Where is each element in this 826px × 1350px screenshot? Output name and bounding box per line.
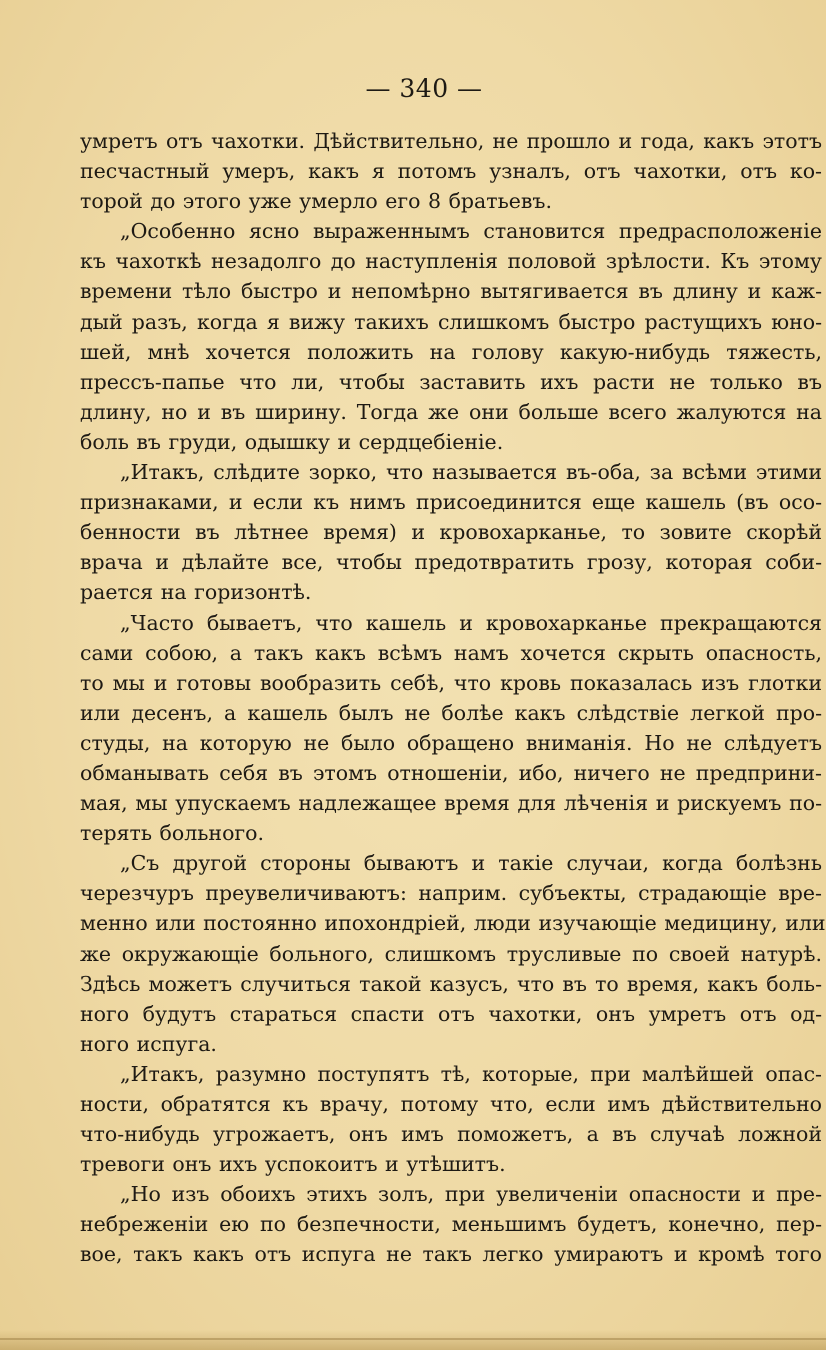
body-text xyxy=(80,126,826,1270)
text-line: Здѣсь можетъ случиться такой казусъ, что въ то время, какъ боль- xyxy=(80,971,822,996)
page-number: — 340 — xyxy=(365,74,483,103)
text-line: что-нибудь угрожаетъ, онъ имъ поможетъ, а въ случаѣ ложной xyxy=(80,1122,822,1147)
text-line: торой до этого уже умерло его 8 братьевъ. xyxy=(80,189,552,214)
text-line: шей, мнѣ хочется положить на голову какую-нибудь тяжесть, xyxy=(80,339,822,364)
text-line: мая, мы упускаемъ надлежащее время для лѣченія и рискуемъ по- xyxy=(80,791,822,816)
text-line: студы, на которую не было обращено вниманія. Но не слѣдуетъ xyxy=(80,730,822,755)
text-line: или десенъ, а кашель былъ не болѣе какъ слѣдствіе легкой про- xyxy=(80,700,822,725)
paragraph xyxy=(80,126,822,216)
paragraph xyxy=(80,608,822,849)
text-line: же окружающіе больного, слишкомъ трусливые по своей натурѣ. xyxy=(80,941,822,966)
paragraph xyxy=(80,1179,822,1269)
text-line: ного испуга. xyxy=(80,1031,217,1056)
text-line: то мы и готовы вообразить себѣ, что кровь показалась изъ глотки xyxy=(80,670,822,695)
text-line: черезчуръ преувеличиваютъ: наприм. субъекты, страдающіе вре- xyxy=(80,881,822,906)
text-line: „Особенно ясно выраженнымъ становится предрасположеніе xyxy=(120,219,822,244)
text-line: времени тѣло быстро и непомѣрно вытягивается въ длину и каж- xyxy=(80,279,822,304)
text-line: умретъ отъ чахотки. Дѣйствительно, не прошло и года, какъ этотъ xyxy=(80,129,822,153)
text-line: прессъ-папье что ли, чтобы заставить ихъ расти не только въ xyxy=(80,369,822,394)
text-line: тревоги онъ ихъ успокоитъ и утѣшитъ. xyxy=(80,1152,506,1177)
text-line: ности, обратятся къ врачу, потому что, если имъ дѣйствительно xyxy=(80,1092,822,1116)
text-line: обманывать себя въ этомъ отношеніи, ибо, ничего не предприни- xyxy=(80,760,822,785)
text-line: вое, такъ какъ отъ испуга не такъ легко умираютъ и кромѣ того xyxy=(80,1242,822,1267)
text-line: „Итакъ, слѣдите зорко, что называется въ-оба, за всѣми этими xyxy=(120,460,822,485)
text-line: боль въ груди, одышку и сердцебіеніе. xyxy=(80,429,504,454)
text-line: „Но изъ обоихъ этихъ золъ, при увеличеніи опасности и пре- xyxy=(120,1182,822,1207)
text-line: небреженіи ею по безпечности, меньшимъ будетъ, конечно, пер- xyxy=(80,1212,822,1237)
text-line: „Итакъ, разумно поступятъ тѣ, которые, при малѣйшей опас- xyxy=(120,1061,822,1086)
text-line: признаками, и если къ нимъ присоединится еще кашель (въ осо- xyxy=(80,490,822,515)
paragraph xyxy=(80,1059,822,1179)
text-line: ного будутъ стараться спасти отъ чахотки, онъ умретъ отъ од- xyxy=(80,1001,822,1026)
text-line: длину, но и въ ширину. Тогда же они больше всего жалуются на xyxy=(80,399,822,424)
page-bottom-edge xyxy=(0,1338,826,1340)
text-line: менно или постоянно ипохондріей, люди изучающіе медицину, или xyxy=(80,911,826,936)
text-line: дый разъ, когда я вижу такихъ слишкомъ быстро растущихъ юно- xyxy=(80,309,822,334)
text-line: терять больного. xyxy=(80,821,265,846)
paragraph xyxy=(80,457,822,607)
paragraph xyxy=(80,848,826,1059)
text-line: сами собою, а такъ какъ всѣмъ намъ хочется скрыть опасность, xyxy=(80,640,822,665)
text-line: къ чахоткѣ незадолго до наступленія половой зрѣлости. Къ этому xyxy=(80,249,822,274)
text-line: врача и дѣлайте все, чтобы предотвратить грозу, которая соби- xyxy=(80,550,822,575)
text-line: рается на горизонтѣ. xyxy=(80,580,312,605)
text-line: „Съ другой стороны бываютъ и такіе случаи, когда болѣзнь xyxy=(120,851,822,876)
text-line: „Часто бываетъ, что кашель и кровохарканье прекращаются xyxy=(120,610,822,635)
text-line: бенности въ лѣтнее время) и кровохарканье, то зовите скорѣй xyxy=(80,520,822,545)
paragraph xyxy=(80,216,822,457)
text-line: песчастный умеръ, какъ я потомъ узналъ, отъ чахотки, отъ ко- xyxy=(80,159,822,184)
